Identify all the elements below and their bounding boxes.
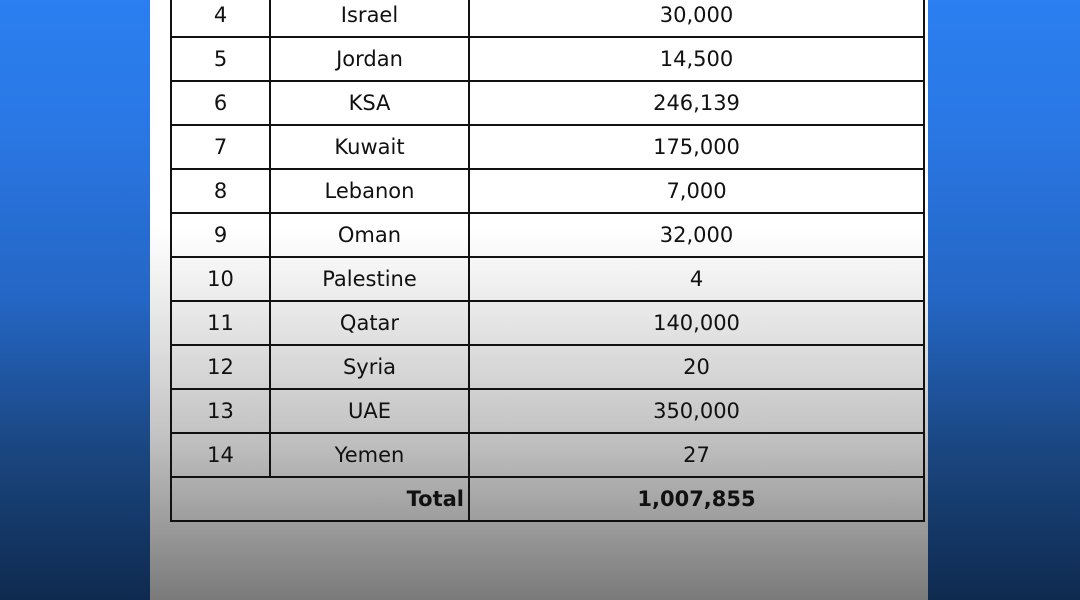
row-number: 12 (171, 345, 270, 389)
country-value: 175,000 (469, 125, 924, 169)
table-row (171, 169, 924, 213)
table-row (171, 213, 924, 257)
row-number: 6 (171, 81, 270, 125)
row-number: 10 (171, 257, 270, 301)
total-row (171, 477, 924, 521)
country-name: Jordan (270, 37, 469, 81)
country-value: 30,000 (469, 0, 924, 37)
country-value: 32,000 (469, 213, 924, 257)
slide-panel (150, 0, 928, 600)
country-value: 350,000 (469, 389, 924, 433)
row-number: 7 (171, 125, 270, 169)
table-row (171, 433, 924, 477)
country-name: UAE (270, 389, 469, 433)
country-name: Kuwait (270, 125, 469, 169)
country-value: 7,000 (469, 169, 924, 213)
table-row (171, 345, 924, 389)
total-value: 1,007,855 (469, 477, 924, 521)
country-name: Israel (270, 0, 469, 37)
row-number: 8 (171, 169, 270, 213)
country-name: Syria (270, 345, 469, 389)
table-row (171, 37, 924, 81)
country-name: Qatar (270, 301, 469, 345)
row-number: 5 (171, 37, 270, 81)
row-number: 9 (171, 213, 270, 257)
row-number: 4 (171, 0, 270, 37)
table-row (171, 389, 924, 433)
country-name: Yemen (270, 433, 469, 477)
country-table (170, 0, 925, 522)
row-number: 14 (171, 433, 270, 477)
table-row (171, 257, 924, 301)
country-name: Oman (270, 213, 469, 257)
country-name: KSA (270, 81, 469, 125)
country-name: Palestine (270, 257, 469, 301)
country-value: 20 (469, 345, 924, 389)
country-name: Lebanon (270, 169, 469, 213)
country-value: 14,500 (469, 37, 924, 81)
table-row (171, 0, 924, 37)
total-label: Total (171, 477, 469, 521)
country-value: 27 (469, 433, 924, 477)
table-row (171, 125, 924, 169)
country-value: 246,139 (469, 81, 924, 125)
table-row (171, 301, 924, 345)
row-number: 13 (171, 389, 270, 433)
country-value: 4 (469, 257, 924, 301)
country-value: 140,000 (469, 301, 924, 345)
row-number: 11 (171, 301, 270, 345)
table-row (171, 81, 924, 125)
